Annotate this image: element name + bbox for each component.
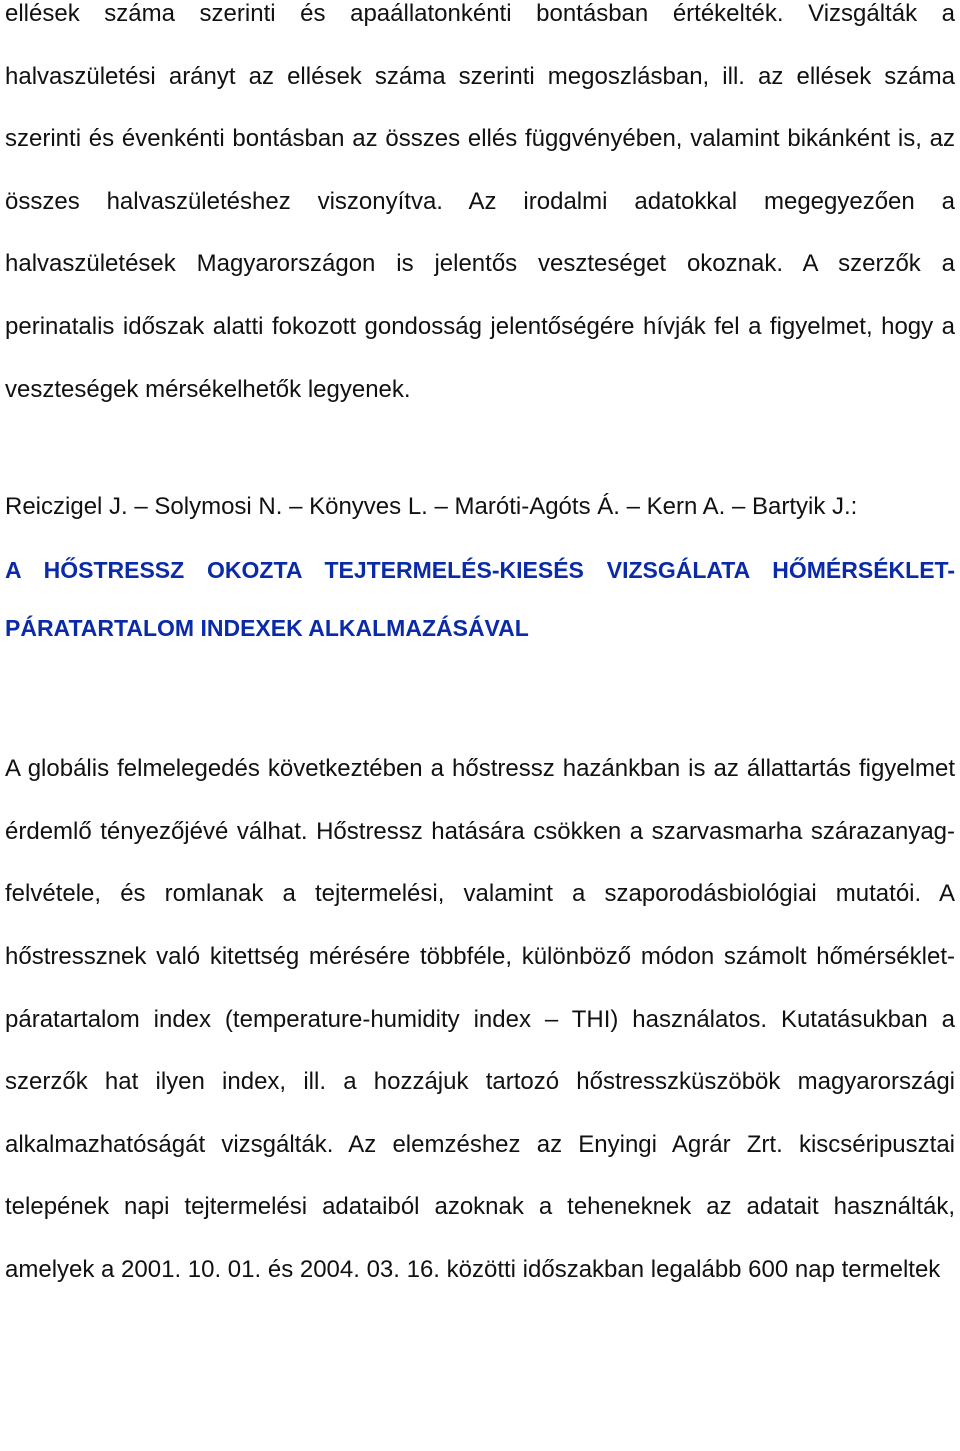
article-title: A HŐSTRESSZ OKOZTA TEJTERMELÉS-KIESÉS VIZSGÁLATA HŐMÉRSÉKLET-PÁRATARTALOM INDEXEK ALKALMAZÁSÁVAL (5, 557, 955, 642)
document-page (5, 0, 955, 1302)
article-authors: Reiczigel J. – Solymosi N. – Könyves L. – Maróti-Agóts Á. – Kern A. – Bartyik J.: (5, 493, 858, 521)
article-abstract: A globális felmelegedés következtében a hőstressz hazánkban is az állattartás figyelmet érdemlő tényezőjévé válhat. Hőstressz hatására csökken a szarvasmarha szárazanyag-felvétele, és romlanak a tejtermelési, valamint a szaporodásbiológiai mutatói. A hőstressznek való kitettség mérésére többféle, különböző módon számolt hőmérséklet-páratartalom index (temperature-humidity index – THI) használatos. Kutatásukban a szerzők hat ilyen index, ill. a hozzájuk tartozó hőstresszküszöbök magyarországi alkalmazhatóságát vizsgálták. Az elemzéshez az Enyingi Agrár Zrt. kiscséripusztai telepének napi tejtermelési adataiból azoknak a teheneknek az adatait használták, amelyek a 2001. 10. 01. és 2004. 03. 16. közötti időszakban legalább 600 nap termeltek (5, 755, 955, 1283)
intro-paragraph: ellések száma szerinti és apaállatonkénti bontásban értékelték. Vizsgálták a halvaszületési arányt az ellések száma szerinti megoszlásban, ill. az ellések száma szerinti és évenkénti bontásban az összes ellés függvényében, valamint bikánként is, az összes halvaszületéshez viszonyítva. Az irodalmi adatokkal megegyezően a halvaszületések Magyarországon is jelentős veszteséget okoznak. A szerzők a perinatalis időszak alatti fokozott gondosság jelentőségére hívják fel a figyelmet, hogy a veszteségek mérsékelhetők legyenek. (5, 0, 955, 403)
